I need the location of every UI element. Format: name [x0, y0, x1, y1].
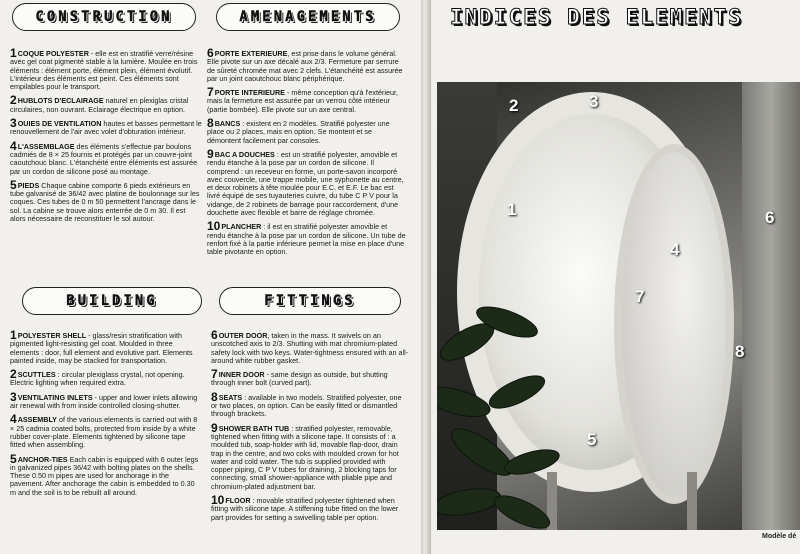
list-item: 1COQUE POLYESTER - elle est en stratifié verre/résine avec gel coat pigmenté stable à la lumière. Moulée en trois éléments : élément porte, élément plein, élément évolutif. L'intérieur des éléments est peint. Ces éléments sont empilables pour le transport. [10, 46, 198, 92]
list-item: 9BAC A DOUCHES : est un stratifié polyester, amovible et rendu étanche à la pose par un cordon de silicone. Il comprend : un receveur en forme, un porte-savon incorporé avec couvercle, une trappe mobile, une syphonette au centre, et deux robinets à tête moulée pour E.C. et E.F. Le bac est livré équipé de ses tuyauteries cuivre, du tube C P V pour la vidange, de 2 robinets de barrage pour raccordement, d'une douchette avec flexible et barre de réglage chromée. [207, 146, 404, 218]
list-item: 2HUBLOTS D'ECLAIRAGE naturel en plexiglas cristal circulaires, non ouvrant. Eclairage électrique en option. [10, 93, 189, 114]
cabin-leg [687, 472, 697, 530]
list-item: 3OUIES DE VENTILATION hautes et basses permettant le renouvellement de l'air avec volet d'obturation intérieur. [10, 116, 202, 137]
marker-5: 5 [587, 430, 597, 449]
plant-image [437, 282, 577, 530]
marker-4: 4 [670, 240, 680, 259]
marker-3: 3 [589, 92, 599, 111]
building-list [10, 328, 202, 502]
banner-building [22, 287, 202, 315]
list-item: 6PORTE EXTERIEURE, est prise dans le volume général. Elle pivote sur un axe décalé aux 2/3. Fermeture par serrure de sûreté chromée mat avec 2 clefs. L'étanchéité est assurée par un joint caoutchouc blanc périphérique. [207, 46, 403, 83]
footer-caption: Modèle dé [762, 533, 797, 540]
marker-1: 1 [507, 200, 517, 219]
marker-6: 6 [765, 208, 775, 227]
list-item: 8SEATS : available in two models. Stratified polyester, one or two places, on option. Can be easily fitted or dismantled through brackets. [211, 389, 402, 419]
list-item: 4L'ASSEMBLAGE des éléments s'effectue par boulons cadmiés de 8 × 25 fournis et protégés par un couvre-joint caoutchouc blanc. L'étanchéité entre éléments est assurée par un cordon de silicone posé au montage. [10, 138, 198, 176]
banner-amenagements [216, 3, 400, 31]
page-title [450, 2, 790, 32]
list-item: 10FLOOR : movable stratified polyester tightened when fitting with silicone tape. A stiffening tube fitted on the lower part provides for setting a swivelling table per option. [211, 493, 399, 522]
list-item: 2SCUTTLES : circular plexiglass crystal, not opening. Electric lighting when required extra. [10, 367, 185, 388]
amenagements-list [207, 46, 407, 262]
list-item: 8BANCS : existent en 2 modèles. Stratifié polyester une place ou 2 places, mais en option. Se montent et se démontent facilement par consoles. [207, 116, 390, 145]
construction-list [10, 46, 202, 228]
list-item: 6OUTER DOOR, taken in the mass. It swivels on an unscotched axis to 2/3. Shutting with mat chromium-plated safety lock with two keys. Water-tightness ensured with an all-around white rubber gasket. [211, 328, 409, 365]
photo-panel [742, 82, 800, 530]
banner-construction-label: CONSTRUCTION [35, 9, 173, 25]
cabin-photo [437, 82, 800, 530]
list-item: 9SHOWER BATH TUB : stratified polyester, removable, tightened when fitting with a silicone tape. It consists of : a moulded tub, soap-holder with lid, movable flap-door, drain trap in the centre, and two coks with moulded crown for hot water and cold water. The tub is supplied provided with copper piping, C P V tubes for draining, 2 blocking taps for connecting, small shower-appliance with pliable pipe and chromium-plated adjustment bar. [211, 420, 399, 491]
marker-7: 7 [635, 287, 645, 306]
list-item: 7INNER DOOR - same design as outside, but shutting through inner bolt (curved part). [211, 367, 388, 388]
fittings-list [211, 328, 409, 527]
list-item: 1POLYESTER SHELL - glass/resin stratification with pigmented light-resisting gel coat. Moulded in three elements : door, full element and evolutive part. Elements painted inside, may be stacked for transportation. [10, 328, 193, 365]
list-item: 4ASSEMBLY of the various elements is carried out with 8 × 25 cadmia coated bolts, protected from inside by a white rubber cover-plate. Elements tightened by silicone tape fitted when assembling. [10, 412, 198, 450]
list-item: 5PIEDS Chaque cabine comporte 6 pieds extérieurs en tube galvanisé de 36/42 avec platine de boulonnage sur les coques. Ces tubes de 0 m 50 permettent l'ancrage dans le sol. La cabine se trouve alors enterrée de 0 m 30. Il est alors nécessaire de reconstituer le sol autour. [10, 177, 200, 224]
list-item: 3VENTILATING INLETS - upper and lower inlets allowing air renewal with from inside controlled closing-shutter. [10, 389, 198, 411]
list-item: 5ANCHOR-TIES Each cabin is equipped with 6 outer legs in galvanized pipes 36/42 with bolting plates on the shells. These 0.50 m pipes are used for anchorage in the pavement. After anchorage the cabin is embedded to 0.30 m and the soil is to be rebuilt all around. [10, 451, 199, 497]
cabin-door [614, 144, 734, 504]
page-title-label: INDICES DES ELEMENTS [450, 5, 743, 29]
list-item: 7PORTE INTERIEURE - même conception qu'à l'extérieur, mais la fermeture est assurée par un verrou côté intérieur (partie bombée). Elle pivote sur un axe central. [207, 85, 398, 114]
banner-fittings [219, 287, 401, 315]
banner-fittings-label: FITTINGS [264, 293, 356, 309]
marker-2: 2 [509, 96, 519, 115]
banner-building-label: BUILDING [66, 293, 158, 309]
banner-construction [12, 3, 196, 31]
list-item: 10PLANCHER : il est en stratifié polyester amovible et rendu étanche à la pose par un cordon de silicone. Un tube de renfort fixé à la partie inférieure permet la mise en place d'une table pivotante en option. [207, 219, 406, 257]
banner-amenagements-label: AMENAGEMENTS [239, 9, 377, 25]
page-fold [421, 0, 431, 554]
marker-8: 8 [735, 342, 745, 361]
